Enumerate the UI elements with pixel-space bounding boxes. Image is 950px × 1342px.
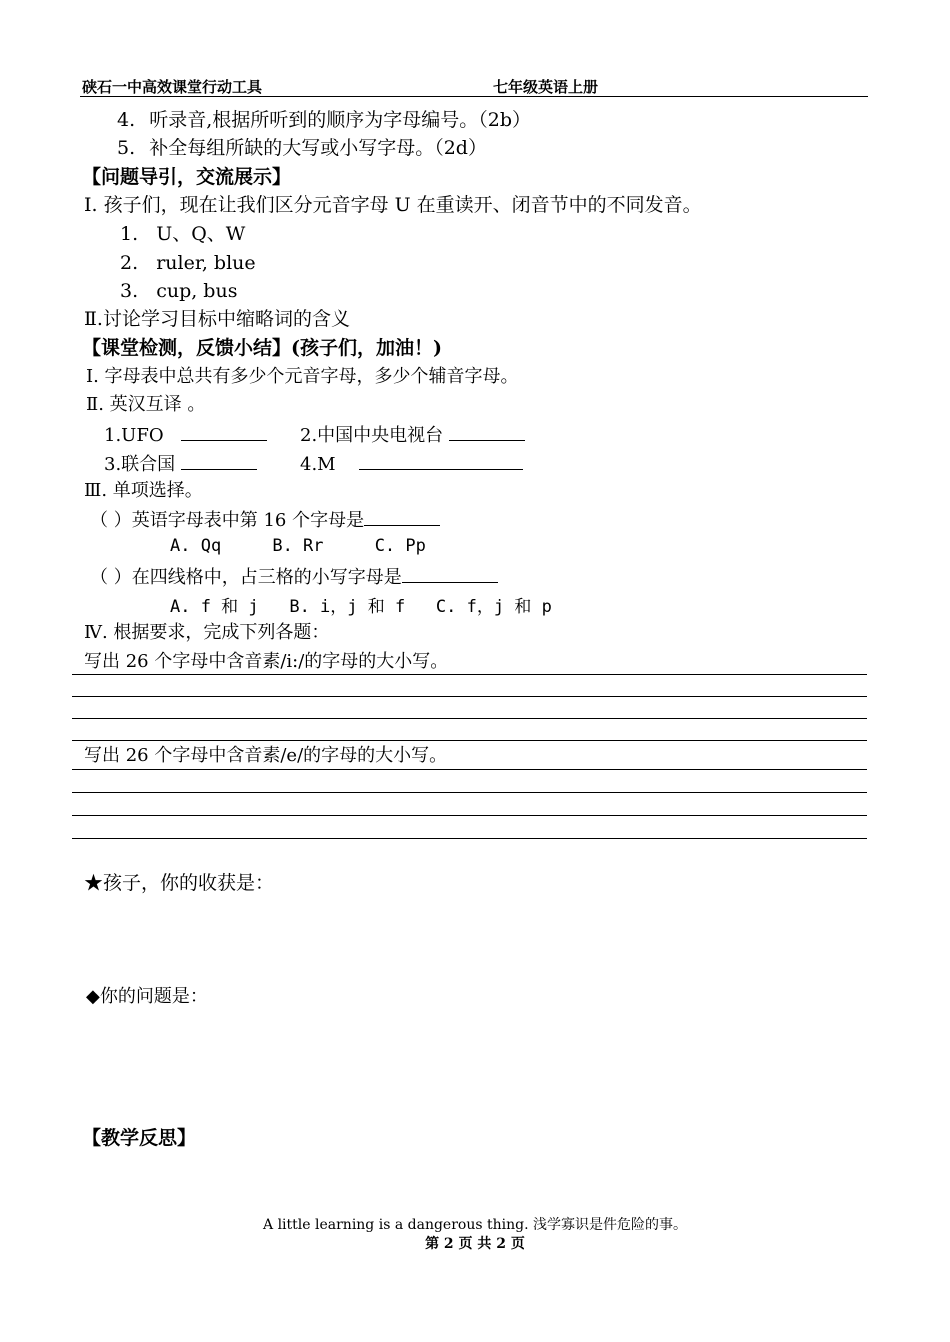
header-divider xyxy=(80,96,868,97)
item-text: U、Q、W xyxy=(156,223,246,245)
step-text: 听录音,根据所听到的顺序为字母编号。（2b） xyxy=(149,109,531,131)
writing-line[interactable] xyxy=(72,718,867,719)
question-abbreviations: Ⅱ.讨论学习目标中缩略词的含义 xyxy=(84,308,350,330)
step-5 xyxy=(117,136,487,160)
mc-options-2: A. f 和 j B. i，j 和 f C. f，j 和 p xyxy=(170,597,552,617)
step-number: 5. xyxy=(117,137,136,159)
writing-line[interactable] xyxy=(72,769,867,770)
translate-label: 1.UFO xyxy=(104,425,164,446)
question-multiple-choice: Ⅲ. 单项选择。 xyxy=(84,480,203,501)
reflection-title: 【教学反思】 xyxy=(82,1127,197,1149)
writing-prompt-2: 写出 26 个字母中含音素/e/的字母的大小写。 xyxy=(84,745,448,766)
writing-line[interactable] xyxy=(72,792,867,793)
list-item xyxy=(120,251,256,275)
mc-question-1 xyxy=(90,507,440,533)
footer-page-number: 第 2 页 共 2 页 xyxy=(425,1236,525,1252)
step-text: 补全每组所缺的大写或小写字母。（2d） xyxy=(149,137,487,159)
gain-prompt: ★孩子，你的收获是： xyxy=(84,872,275,894)
question-translate: Ⅱ. 英汉互译 。 xyxy=(86,394,206,415)
list-item xyxy=(120,279,237,303)
item-number: 1. xyxy=(120,223,139,245)
answer-blank[interactable] xyxy=(181,422,267,441)
answer-blank[interactable] xyxy=(364,507,440,526)
translate-item-2 xyxy=(300,422,525,448)
mc-stem: 在四线格中，占三格的小写字母是 xyxy=(131,567,402,588)
question-vowel-count: Ⅰ. 字母表中总共有多少个元音字母，多少个辅音字母。 xyxy=(86,366,519,387)
answer-blank[interactable] xyxy=(402,564,498,583)
answer-paren[interactable]: （ ） xyxy=(90,510,132,531)
writing-line[interactable] xyxy=(72,815,867,816)
writing-line[interactable] xyxy=(72,674,867,675)
writing-prompt-1: 写出 26 个字母中含音素/i:/的字母的大小写。 xyxy=(84,651,449,672)
question-requirements: Ⅳ. 根据要求，完成下列各题： xyxy=(84,622,330,643)
problem-prompt: ◆你的问题是： xyxy=(86,986,208,1007)
header-left: 硖石一中高效课堂行动工具 xyxy=(82,78,263,96)
footer-quote: A little learning is a dangerous thing. 浅学寡识是件危险的事。 xyxy=(263,1217,687,1233)
item-text: cup, bus xyxy=(156,280,238,302)
item-text: ruler, blue xyxy=(156,252,256,274)
translate-label: 3.联合国 xyxy=(104,454,176,475)
section-title-guide: 【问题导引，交流展示】 xyxy=(82,166,292,188)
writing-line[interactable] xyxy=(72,838,867,839)
writing-line[interactable] xyxy=(72,696,867,697)
translate-item-3 xyxy=(104,451,257,477)
header-right: 七年级英语上册 xyxy=(493,78,599,96)
step-4 xyxy=(117,108,531,132)
answer-blank[interactable] xyxy=(181,451,257,470)
translate-item-1 xyxy=(104,422,267,448)
answer-blank[interactable] xyxy=(359,451,523,470)
mc-stem: 英语字母表中第 16 个字母是 xyxy=(131,510,365,531)
answer-blank[interactable] xyxy=(449,422,525,441)
mc-question-2 xyxy=(90,564,498,590)
item-number: 3. xyxy=(120,280,139,302)
section-title-check: 【课堂检测，反馈小结】(孩子们，加油！) xyxy=(82,337,442,359)
translate-item-4 xyxy=(300,451,523,477)
list-item xyxy=(120,222,245,246)
translate-label: 2.中国中央电视台 xyxy=(300,425,444,446)
translate-label: 4.M xyxy=(300,454,336,475)
answer-paren[interactable]: （ ） xyxy=(90,567,132,588)
step-number: 4. xyxy=(117,109,136,131)
question-vowel-u: Ⅰ. 孩子们，现在让我们区分元音字母 U 在重读开、闭音节中的不同发音。 xyxy=(84,194,702,216)
writing-line[interactable] xyxy=(72,740,867,741)
mc-options-1: A. Qq B. Rr C. Pp xyxy=(170,536,426,556)
item-number: 2. xyxy=(120,252,139,274)
